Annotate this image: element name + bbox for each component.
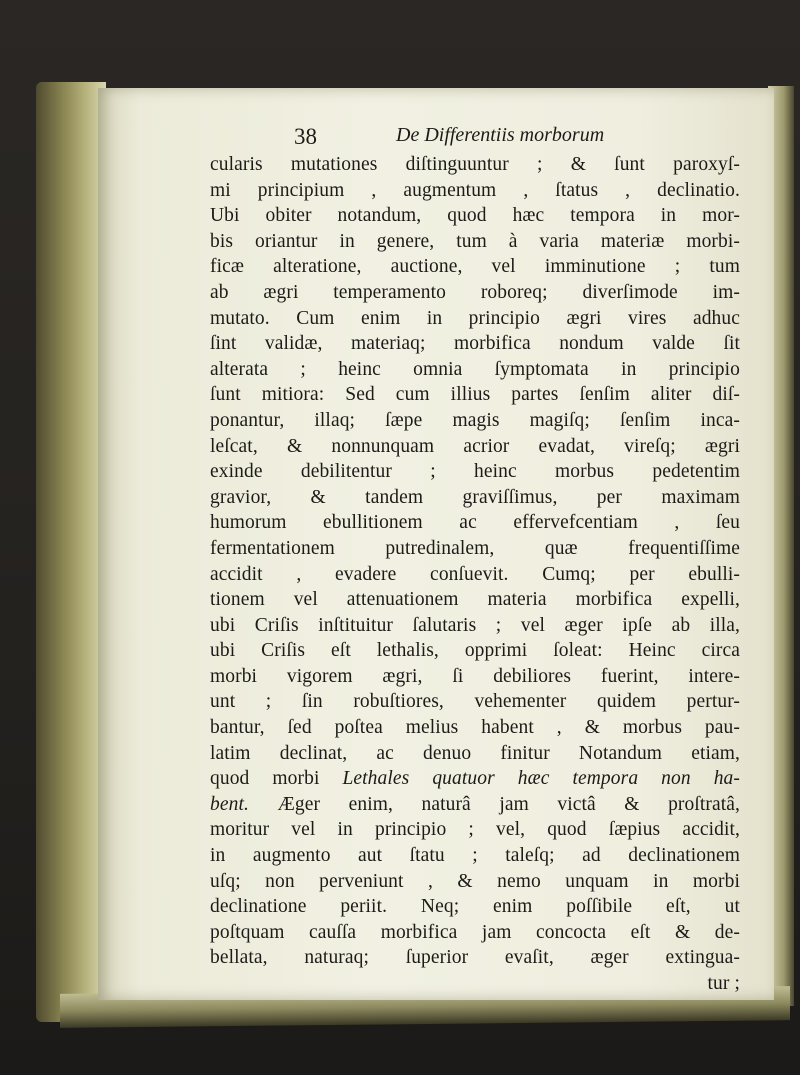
text-line: moritur vel in principio ; vel, quod ſæpius accidit, — [210, 819, 740, 841]
text-line: bantur, ſed poſtea melius habent , & morbus pau- — [210, 717, 740, 739]
text-line: mutato. Cum enim in principio ægri vires adhuc — [210, 307, 740, 329]
book-gutter-edge — [36, 82, 106, 1022]
text-line: fermentationem putredinalem, quæ frequentiſſime — [210, 537, 740, 559]
text-line: alterata ; heinc omnia ſymptomata in principio — [210, 358, 740, 380]
text-line: gravior, & tandem graviſſimus, per maximam — [210, 486, 740, 508]
text-line: morbi vigorem ægri, ſi debiliores fuerint, intere- — [210, 665, 740, 687]
page-header — [210, 122, 740, 152]
text-span: Æger enim, naturâ jam victâ & proſtratâ, — [248, 793, 740, 815]
text-line: declinatione periit. Neq; enim poſſibile eſt, ut — [210, 896, 740, 918]
text-line: humorum ebullitionem ac effervefcentiam , ſeu — [210, 512, 740, 534]
page-text — [210, 122, 740, 997]
text-line: leſcat, & nonnunquam acrior evadat, vireſq; ægri — [210, 435, 740, 457]
text-line: ſunt mitiora: Sed cum illius partes ſenſim aliter diſ- — [210, 384, 740, 406]
text-line: ponantur, illaq; ſæpe magis magiſq; ſenſim inca- — [210, 409, 740, 431]
text-line: bellata, naturaq; ſuperior evaſit, æger extingua- — [210, 947, 740, 969]
italic-phrase: Lethales quatuor hæc tempora non ha- — [342, 768, 740, 790]
text-line: uſq; non perveniunt , & nemo unquam in morbi — [210, 870, 740, 892]
text-line: latim declinat, ac denuo finitur Notandum etiam, — [210, 742, 740, 764]
text-line-mixed — [210, 766, 740, 792]
text-line: tionem vel attenuationem materia morbifica expelli, — [210, 589, 740, 611]
text-line: poſtquam cauſſa morbifica jam concocta eſt & de- — [210, 921, 740, 943]
text-line: Ubi obiter notandum, quod hæc tempora in mor- — [210, 205, 740, 227]
text-line: ubi Criſis eſt lethalis, opprimi ſoleat: Heinc circa — [210, 640, 740, 662]
italic-phrase: bent. — [210, 793, 249, 815]
text-line: bis oriantur in genere, tum à varia materiæ morbi- — [210, 230, 740, 252]
text-line: exinde debilitentur ; heinc morbus pedetentim — [210, 461, 740, 483]
text-line: unt ; ſin robuſtiores, vehementer quidem pertur- — [210, 691, 740, 713]
text-line-mixed — [210, 792, 740, 818]
text-line: in augmento aut ſtatu ; taleſq; ad declinationem — [210, 845, 740, 867]
running-title: De Differentiis morborum — [396, 124, 605, 146]
text-line: ab ægri temperamento roboreq; diverſimode im- — [210, 281, 740, 303]
text-line: ſint validæ, materiaq; morbifica nondum valde ſit — [210, 333, 740, 355]
page-number: 38 — [294, 124, 317, 149]
catchword: tur ; — [707, 973, 740, 994]
text-line: ubi Criſis inſtituitur ſalutaris ; vel æger ipſe ab illa, — [210, 614, 740, 636]
text-line: ficæ alteratione, auctione, vel imminutione ; tum — [210, 256, 740, 278]
text-line: accidit , evadere conſuevit. Cumq; per ebulli- — [210, 563, 740, 585]
text-line: mi principium , augmentum , ſtatus , declinatio. — [210, 179, 740, 201]
text-span: quod morbi — [210, 768, 343, 790]
text-line: cularis mutationes diſtinguuntur ; & ſunt paroxyſ- — [210, 154, 740, 175]
